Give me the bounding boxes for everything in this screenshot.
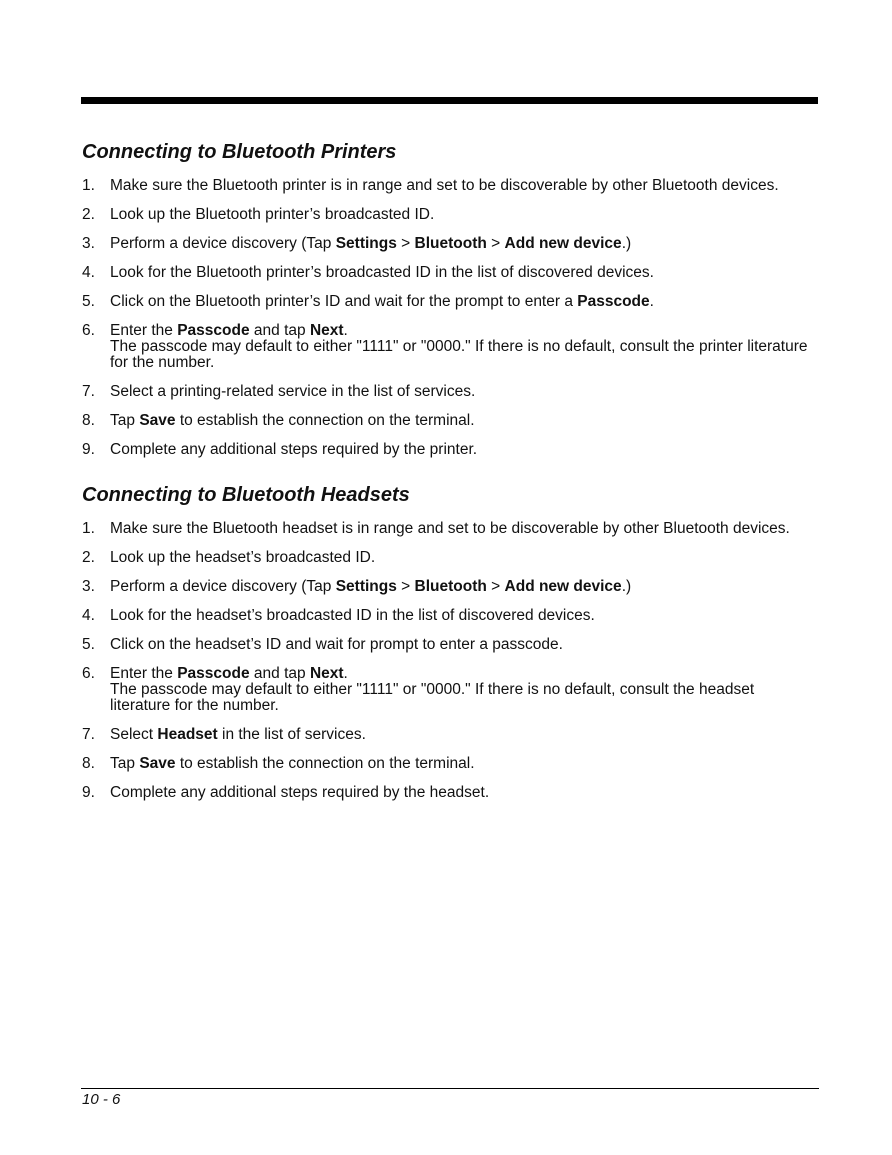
step-item bbox=[82, 756, 818, 772]
step-text bbox=[110, 235, 631, 252]
step-text bbox=[110, 322, 348, 339]
step-number: 6. bbox=[82, 665, 95, 682]
text-run: Select bbox=[110, 726, 158, 743]
section-heading: Connecting to Bluetooth Printers bbox=[82, 141, 397, 163]
ui-term: Next bbox=[309, 322, 344, 339]
step-text bbox=[110, 726, 366, 743]
text-run: Make sure the Bluetooth printer is in range and set to be discoverable by other Bluetooth devices. bbox=[110, 177, 779, 194]
text-run: Look for the Bluetooth printer’s broadcasted ID in the list of discovered devices. bbox=[110, 264, 654, 281]
step-number: 4. bbox=[82, 607, 95, 624]
step-item bbox=[82, 521, 818, 537]
step-text bbox=[110, 665, 348, 682]
step-text bbox=[110, 784, 489, 801]
section-bluetooth-printers bbox=[82, 140, 818, 471]
text-run: Select a printing-related service in the list of services. bbox=[110, 383, 476, 400]
step-number: 4. bbox=[82, 264, 95, 281]
step-text bbox=[110, 177, 779, 194]
text-run: Click on the headset’s ID and wait for prompt to enter a passcode. bbox=[110, 636, 563, 653]
step-number: 7. bbox=[82, 383, 95, 400]
step-number: 3. bbox=[82, 578, 95, 595]
text-run: Make sure the Bluetooth headset is in range and set to be discoverable by other Bluetooth devices. bbox=[110, 520, 790, 537]
step-text bbox=[110, 636, 563, 653]
step-number: 3. bbox=[82, 235, 95, 252]
step-item bbox=[82, 579, 818, 595]
text-run: Complete any additional steps required by the headset. bbox=[110, 784, 490, 801]
step-item bbox=[82, 727, 818, 743]
step-item bbox=[82, 384, 818, 400]
step-number: 2. bbox=[82, 206, 95, 223]
ui-term: Settings bbox=[335, 578, 397, 595]
step-number: 2. bbox=[82, 549, 95, 566]
text-run: . bbox=[343, 665, 348, 682]
text-run: Complete any additional steps required by the printer. bbox=[110, 441, 478, 458]
text-run: in the list of services. bbox=[217, 726, 366, 743]
step-text bbox=[110, 755, 475, 772]
step-text bbox=[110, 549, 375, 566]
text-run: . bbox=[343, 322, 348, 339]
text-run: Look for the headset’s broadcasted ID in the list of discovered devices. bbox=[110, 607, 595, 624]
text-run: > bbox=[486, 235, 505, 252]
ui-term: Bluetooth bbox=[414, 235, 487, 252]
text-run: Perform a device discovery (Tap bbox=[110, 235, 336, 252]
ui-term: Add new device bbox=[504, 578, 622, 595]
text-run: > bbox=[396, 235, 415, 252]
steps-list bbox=[82, 178, 818, 458]
footer-rule bbox=[81, 1088, 819, 1089]
step-note: The passcode may default to either "1111" or "0000." If there is no default, consult the headset literature for the number. bbox=[110, 681, 755, 714]
step-note: The passcode may default to either "1111" or "0000." If there is no default, consult the printer literature for the number. bbox=[110, 338, 808, 371]
step-text bbox=[110, 441, 477, 458]
text-run: Perform a device discovery (Tap bbox=[110, 578, 336, 595]
ui-term: Add new device bbox=[504, 235, 622, 252]
step-number: 5. bbox=[82, 293, 95, 310]
ui-term: Save bbox=[139, 412, 176, 429]
step-item bbox=[82, 178, 818, 194]
text-run: .) bbox=[621, 235, 632, 252]
text-run: > bbox=[486, 578, 505, 595]
step-item bbox=[82, 294, 818, 310]
ui-term: Passcode bbox=[577, 293, 650, 310]
step-number: 9. bbox=[82, 441, 95, 458]
text-run: Tap bbox=[110, 412, 140, 429]
step-text bbox=[110, 520, 790, 537]
step-number: 8. bbox=[82, 412, 95, 429]
step-text bbox=[110, 412, 475, 429]
ui-term: Next bbox=[309, 665, 344, 682]
step-item bbox=[82, 207, 818, 223]
header-rule bbox=[81, 97, 818, 104]
step-number: 9. bbox=[82, 784, 95, 801]
step-number: 7. bbox=[82, 726, 95, 743]
ui-term: Passcode bbox=[177, 322, 250, 339]
step-number: 1. bbox=[82, 177, 95, 194]
ui-term: Headset bbox=[157, 726, 218, 743]
text-run: Look up the headset’s broadcasted ID. bbox=[110, 549, 376, 566]
step-item bbox=[82, 323, 818, 371]
step-text bbox=[110, 264, 654, 281]
step-number: 5. bbox=[82, 636, 95, 653]
text-run: . bbox=[649, 293, 654, 310]
text-run: Enter the bbox=[110, 322, 178, 339]
step-text bbox=[110, 293, 654, 310]
step-item bbox=[82, 637, 818, 653]
text-run: .) bbox=[621, 578, 632, 595]
step-number: 1. bbox=[82, 520, 95, 537]
section-bluetooth-headsets bbox=[82, 483, 818, 814]
step-item bbox=[82, 550, 818, 566]
ui-term: Settings bbox=[335, 235, 397, 252]
text-run: to establish the connection on the terminal. bbox=[175, 755, 475, 772]
text-run: Tap bbox=[110, 755, 140, 772]
text-run: and tap bbox=[249, 665, 310, 682]
text-run: to establish the connection on the terminal. bbox=[175, 412, 475, 429]
ui-term: Passcode bbox=[177, 665, 250, 682]
step-text bbox=[110, 578, 631, 595]
step-item bbox=[82, 608, 818, 624]
page-number: 10 - 6 bbox=[82, 1091, 121, 1108]
step-text bbox=[110, 206, 434, 223]
text-run: > bbox=[396, 578, 415, 595]
text-run: Enter the bbox=[110, 665, 178, 682]
step-text bbox=[110, 607, 595, 624]
step-item bbox=[82, 265, 818, 281]
ui-term: Save bbox=[139, 755, 176, 772]
step-item bbox=[82, 236, 818, 252]
step-text bbox=[110, 383, 475, 400]
section-heading: Connecting to Bluetooth Headsets bbox=[82, 484, 410, 506]
ui-term: Bluetooth bbox=[414, 578, 487, 595]
step-item bbox=[82, 785, 818, 801]
step-number: 8. bbox=[82, 755, 95, 772]
step-item bbox=[82, 442, 818, 458]
step-item bbox=[82, 413, 818, 429]
step-number: 6. bbox=[82, 322, 95, 339]
steps-list bbox=[82, 521, 818, 801]
text-run: and tap bbox=[249, 322, 310, 339]
step-item bbox=[82, 666, 818, 714]
text-run: Look up the Bluetooth printer’s broadcasted ID. bbox=[110, 206, 435, 223]
text-run: Click on the Bluetooth printer’s ID and wait for the prompt to enter a bbox=[110, 293, 578, 310]
